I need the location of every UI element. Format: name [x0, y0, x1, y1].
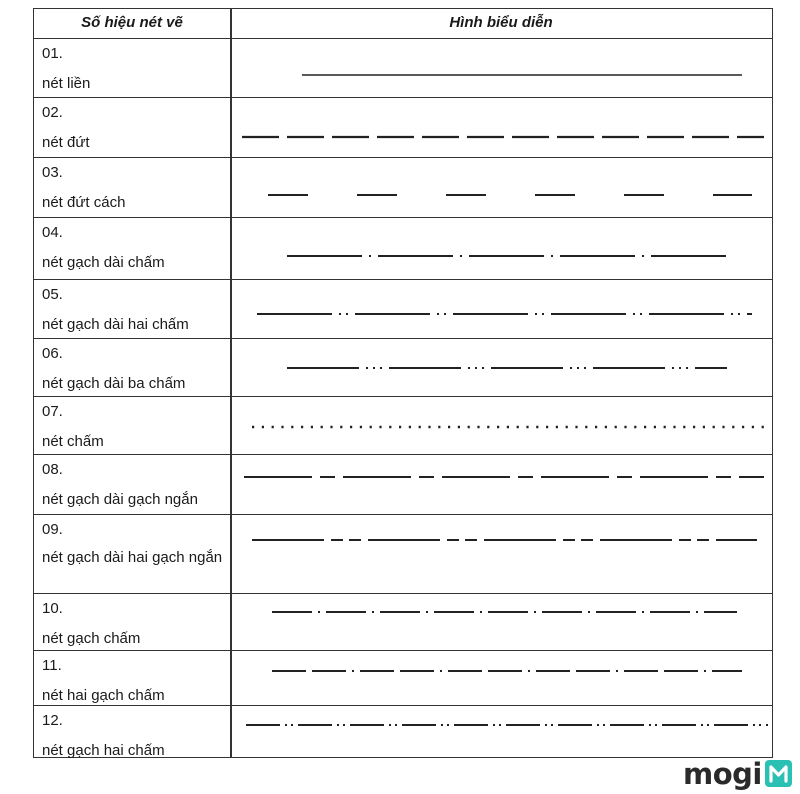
- row-line-name: nét chấm: [42, 433, 104, 450]
- row-number: 09.: [42, 521, 63, 538]
- logo-wordmark: mogi: [683, 757, 762, 791]
- row-line-name: nét gạch hai chấm: [42, 742, 165, 759]
- line-sample-long-dash-dot: [232, 218, 772, 279]
- row-line-name: nét liền: [42, 75, 91, 92]
- header-line-code: Số hiệu nét vẽ: [81, 14, 183, 31]
- line-sample-dash-dot: [232, 594, 772, 650]
- line-sample-dotted: [232, 397, 772, 454]
- row-line-name: nét gạch dài gạch ngắn: [42, 491, 198, 508]
- row-number: 01.: [42, 45, 63, 62]
- row-line-name: nét gạch dài hai gạch ngắn: [42, 549, 223, 566]
- table-row: [34, 158, 772, 218]
- row-number: 06.: [42, 345, 63, 362]
- row-number: 05.: [42, 286, 63, 303]
- table-header: [34, 9, 772, 39]
- table-row: [34, 39, 772, 98]
- line-sample-double-dash-dot: [232, 651, 772, 705]
- table-row: [34, 515, 772, 594]
- table-row: [34, 651, 772, 706]
- line-sample-long-dash-double-dot: [232, 280, 772, 338]
- row-line-name: nét gạch dài chấm: [42, 254, 165, 271]
- line-sample-dash-double-dot: [232, 706, 772, 758]
- row-line-name: nét gạch chấm: [42, 630, 141, 647]
- line-sample-dashed: [232, 98, 772, 157]
- mogi-logo: [683, 757, 800, 791]
- row-number: 04.: [42, 224, 63, 241]
- table-row: [34, 218, 772, 280]
- row-line-name: nét gạch dài hai chấm: [42, 316, 189, 333]
- table-row: [34, 98, 772, 158]
- line-sample-long-dash-triple-dot: [232, 339, 772, 396]
- table-row: [34, 706, 772, 758]
- row-line-name: nét hai gạch chấm: [42, 687, 165, 704]
- row-number: 03.: [42, 164, 63, 181]
- row-line-name: nét đứt cách: [42, 194, 126, 211]
- table-row: [34, 594, 772, 651]
- table-row: [34, 339, 772, 397]
- row-number: 11.: [42, 657, 62, 674]
- row-number: 10.: [42, 600, 63, 617]
- table-row: [34, 397, 772, 455]
- row-number: 08.: [42, 461, 63, 478]
- line-sample-solid: [232, 39, 772, 97]
- line-sample-spaced-dashed: [232, 158, 772, 217]
- mogi-mark-icon: [765, 760, 792, 787]
- row-number: 07.: [42, 403, 63, 420]
- line-types-table: [33, 8, 773, 758]
- table-row: [34, 455, 772, 515]
- header-representation: Hình biểu diễn: [449, 14, 553, 31]
- line-sample-long-dash-double-short-dash: [232, 515, 772, 593]
- table-row: [34, 280, 772, 339]
- line-sample-long-dash-short-dash: [232, 455, 772, 514]
- row-line-name: nét đứt: [42, 134, 90, 151]
- row-line-name: nét gạch dài ba chấm: [42, 375, 186, 392]
- row-number: 02.: [42, 104, 63, 121]
- row-number: 12.: [42, 712, 63, 729]
